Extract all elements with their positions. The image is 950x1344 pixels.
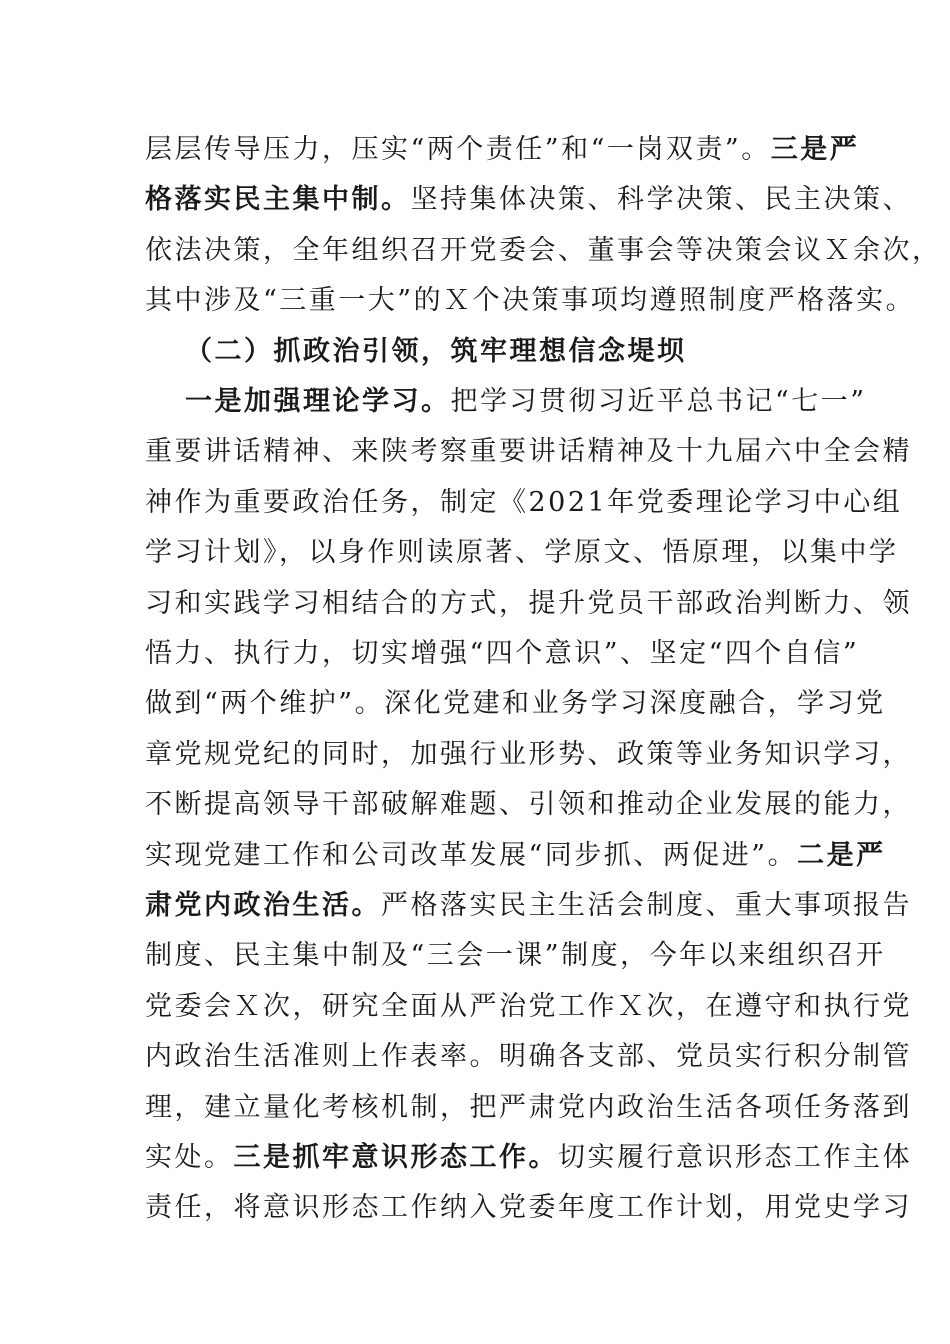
text-run: 制度、民主集中制及“三会一课”制度，今年以来组织召开 — [145, 940, 886, 971]
text-run: 内政治生活准则上作表率。明确各支部、党员实行积分制管 — [145, 1041, 912, 1072]
text-run: 责任，将意识形态工作纳入党委年度工作计划，用党史学习 — [145, 1192, 912, 1223]
bold-phrase: 一是加强理论学习。 — [185, 386, 451, 417]
text-run: 理，建立量化考核机制，把严肃党内政治生活各项任务落到 — [145, 1092, 912, 1123]
bold-phrase: 肃党内政治生活。 — [145, 890, 381, 921]
text-run: 坚持集体决策、科学决策、民主决策、 — [410, 184, 912, 215]
text-run: 学习计划》，以身作则读原著、学原文、悟原理，以集中学 — [145, 537, 899, 568]
text-line — [145, 684, 886, 724]
text-line — [145, 584, 912, 624]
text-run: 实现党建工作和公司改革发展“同步抓、两促进”。 — [145, 840, 798, 871]
text-line — [145, 231, 942, 271]
text-line — [145, 735, 912, 775]
text-run: 章党规党纪的同时，加强行业形势、政策等业务知识学习， — [145, 739, 912, 770]
text-line — [145, 634, 860, 674]
text-run: 悟力、执行力，切实增强“四个意识”、坚定“四个自信” — [145, 638, 860, 669]
text-run: 不断提高领导干部破解难题、引领和推动企业发展的能力， — [145, 789, 912, 820]
text-run: 重要讲话精神、来陕考察重要讲话精神及十九届六中全会精 — [145, 436, 912, 467]
text-line — [145, 432, 912, 472]
text-line — [145, 130, 860, 170]
bold-phrase: 三是严 — [770, 134, 860, 165]
text-line — [145, 483, 903, 523]
text-run: 依法决策，全年组织召开党委会、董事会等决策会议Ｘ余次， — [145, 235, 942, 266]
text-line — [145, 1088, 912, 1128]
text-line — [145, 533, 899, 573]
text-run: 其中涉及“三重一大”的Ｘ个决策事项均遵照制度严格落实。 — [145, 285, 916, 316]
bold-phrase: 二是严 — [797, 840, 886, 871]
text-run: 神作为重要政治任务，制定《2021年党委理论学习中心组 — [145, 487, 903, 518]
text-line — [145, 936, 886, 976]
text-line — [145, 987, 912, 1027]
text-line — [145, 281, 916, 321]
text-run: 实处。 — [145, 1142, 234, 1173]
text-line — [145, 785, 912, 825]
text-run: 党委会Ｘ次，研究全面从严治党工作Ｘ次，在遵守和执行党 — [145, 991, 912, 1022]
text-run: 切实履行意识形态工作主体 — [558, 1142, 912, 1173]
bold-phrase: （二）抓政治引领，筑牢理想信念堤坝 — [185, 336, 687, 367]
section-heading — [185, 332, 825, 372]
bold-phrase: 三是抓牢意识形态工作。 — [233, 1142, 558, 1173]
text-line — [145, 1138, 912, 1178]
text-line — [145, 886, 912, 926]
text-run: 做到“两个维护”。深化党建和业务学习深度融合，学习党 — [145, 688, 886, 719]
text-line — [185, 382, 867, 422]
bold-phrase: 格落实民主集中制。 — [145, 184, 411, 215]
text-line — [145, 836, 886, 876]
text-run: 严格落实民主生活会制度、重大事项报告 — [381, 890, 912, 921]
text-run: 把学习贯彻习近平总书记“七一” — [450, 386, 867, 417]
text-run: 习和实践学习相结合的方式，提升党员干部政治判断力、领 — [145, 588, 912, 619]
text-line — [145, 180, 912, 220]
text-line — [145, 1188, 912, 1228]
text-line — [145, 1037, 912, 1077]
text-run: 层层传导压力，压实“两个责任”和“一岗双责”。 — [145, 134, 771, 165]
